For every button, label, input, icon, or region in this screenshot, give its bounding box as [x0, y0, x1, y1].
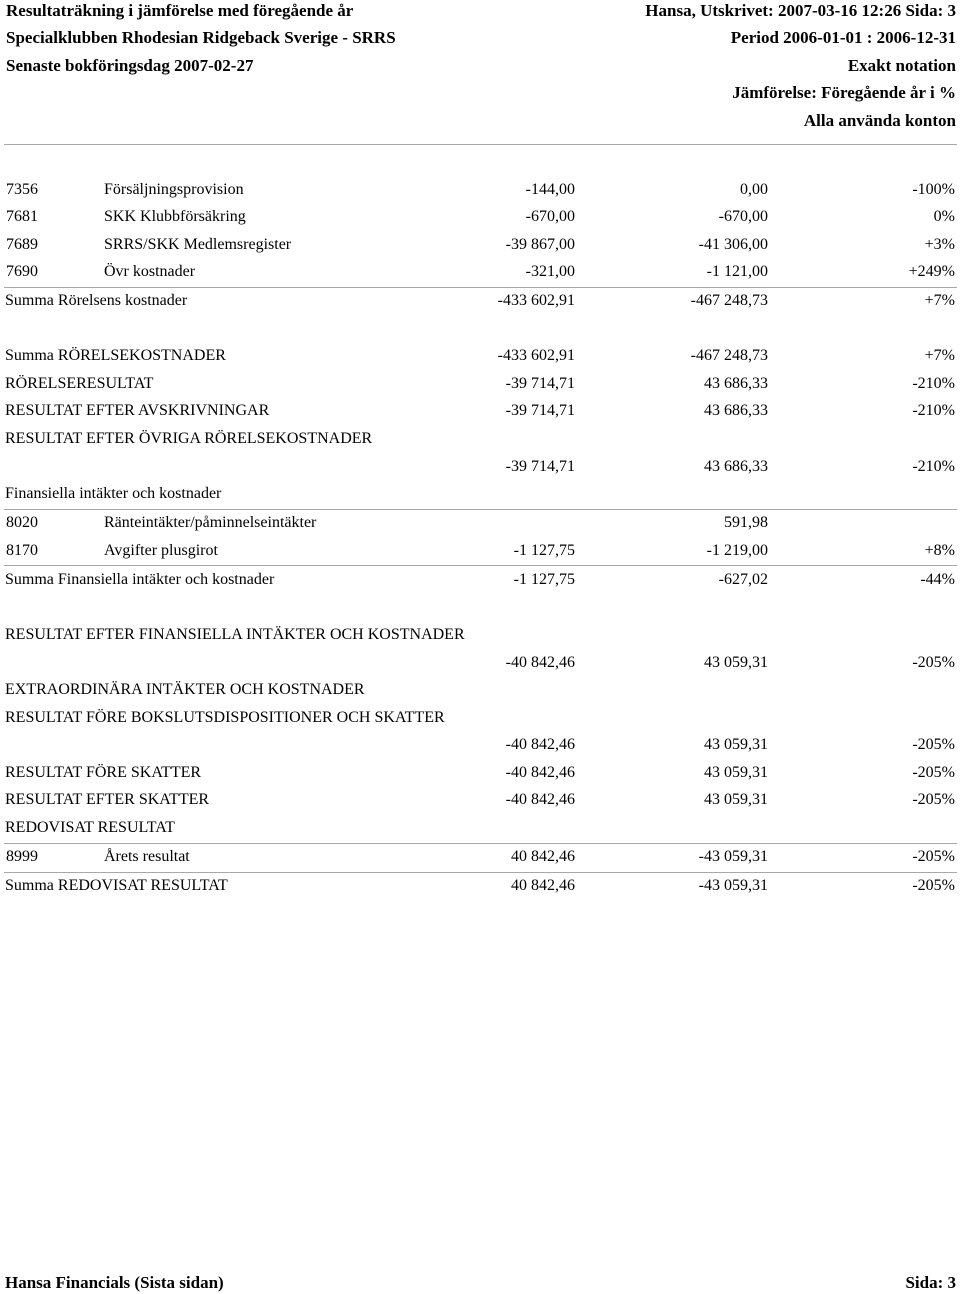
section-heading [0, 708, 960, 728]
last-posting-date: Senaste bokföringsdag 2007-02-27 [6, 56, 254, 75]
previous-amount: -1 219,00 [706, 542, 768, 559]
row-label: EXTRAORDINÄRA INTÄKTER OCH KOSTNADER [5, 681, 365, 698]
account-name: SKK Klubbförsäkring [104, 208, 246, 225]
summary-row [0, 763, 960, 783]
current-amount: -321,00 [525, 263, 575, 280]
account-row [0, 541, 960, 561]
current-amount: -433 602,91 [497, 292, 575, 309]
summary-row [0, 346, 960, 366]
previous-amount: 0,00 [740, 181, 768, 198]
notation: Exakt notation [847, 56, 956, 75]
current-amount: -40 842,46 [505, 736, 575, 753]
current-amount: -40 842,46 [505, 791, 575, 808]
current-amount: -144,00 [525, 181, 575, 198]
row-label: RÖRELSERESULTAT [5, 375, 154, 392]
account-code: 7689 [6, 236, 38, 253]
row-label: Finansiella intäkter och kostnader [5, 485, 222, 502]
change-percent: -205% [912, 848, 955, 865]
previous-amount: -41 306,00 [698, 236, 768, 253]
row-label: REDOVISAT RESULTAT [5, 819, 175, 836]
report-title: Resultaträkning i jämförelse med föregående år [6, 1, 354, 20]
current-amount: -40 842,46 [505, 654, 575, 671]
summary-values-row [0, 457, 960, 477]
current-amount: -1 127,75 [513, 542, 575, 559]
row-label: Summa Finansiella intäkter och kostnader [5, 571, 275, 588]
section-heading [0, 429, 960, 449]
change-percent: -205% [912, 877, 955, 894]
current-amount: -433 602,91 [497, 347, 575, 364]
change-percent: -205% [912, 791, 955, 808]
accounts-filter: Alla använda konton [803, 111, 956, 130]
account-name: Övr kostnader [104, 263, 196, 280]
change-percent: -210% [912, 402, 955, 419]
divider [4, 565, 957, 566]
divider [4, 872, 957, 873]
account-name: Ränteintäkter/påminnelseintäkter [104, 514, 317, 531]
change-percent: -100% [912, 181, 955, 198]
previous-amount: 43 059,31 [704, 764, 768, 781]
summary-row [0, 374, 960, 394]
previous-amount: 43 059,31 [704, 791, 768, 808]
change-percent: -205% [912, 736, 955, 753]
account-code: 7356 [6, 181, 38, 198]
change-percent: -44% [920, 571, 955, 588]
row-label: RESULTAT EFTER AVSKRIVNINGAR [5, 402, 270, 419]
current-amount: -1 127,75 [513, 571, 575, 588]
summary-row [0, 876, 960, 896]
current-amount: -670,00 [525, 208, 575, 225]
footer-program: Hansa Financials (Sista sidan) [5, 1273, 224, 1292]
current-amount: -39 714,71 [505, 375, 575, 392]
account-name: SRRS/SKK Medlemsregister [104, 236, 292, 253]
account-code: 8020 [6, 514, 38, 531]
change-percent: +249% [908, 263, 955, 280]
account-code: 7690 [6, 263, 38, 280]
divider [4, 843, 957, 844]
summary-row [0, 570, 960, 590]
current-amount: 40 842,46 [511, 848, 575, 865]
section-heading [0, 680, 960, 700]
previous-amount: -627,02 [718, 571, 768, 588]
account-row [0, 207, 960, 227]
summary-values-row [0, 653, 960, 673]
current-amount: -40 842,46 [505, 764, 575, 781]
change-percent: +3% [924, 236, 955, 253]
account-name: Årets resultat [104, 848, 190, 865]
divider [4, 509, 957, 510]
header-divider [4, 144, 957, 145]
summary-row [0, 291, 960, 311]
summary-values-row [0, 735, 960, 755]
print-info: Hansa, Utskrivet: 2007-03-16 12:26 Sida: 3 [645, 1, 956, 20]
change-percent: 0% [933, 208, 955, 225]
change-percent: +8% [924, 542, 955, 559]
account-name: Försäljningsprovision [104, 181, 244, 198]
account-code: 8170 [6, 542, 38, 559]
previous-amount: 43 686,33 [704, 375, 768, 392]
section-heading [0, 818, 960, 838]
account-row [0, 847, 960, 867]
comparison: Jämförelse: Föregående år i % [732, 83, 956, 102]
row-label: Summa RÖRELSEKOSTNADER [5, 347, 226, 364]
summary-row [0, 401, 960, 421]
account-code: 8999 [6, 848, 38, 865]
section-heading [0, 625, 960, 645]
current-amount: 40 842,46 [511, 877, 575, 894]
previous-amount: 591,98 [724, 514, 768, 531]
divider [4, 287, 957, 288]
previous-amount: -467 248,73 [690, 347, 768, 364]
previous-amount: 43 686,33 [704, 402, 768, 419]
previous-amount: -43 059,31 [698, 848, 768, 865]
change-percent: -205% [912, 764, 955, 781]
section-heading [0, 484, 960, 504]
previous-amount: 43 686,33 [704, 458, 768, 475]
previous-amount: 43 059,31 [704, 736, 768, 753]
company-name: Specialklubben Rhodesian Ridgeback Sverige - SRRS [6, 28, 396, 47]
row-label: RESULTAT FÖRE BOKSLUTSDISPOSITIONER OCH SKATTER [5, 709, 445, 726]
previous-amount: -670,00 [718, 208, 768, 225]
change-percent: -210% [912, 375, 955, 392]
period: Period 2006-01-01 : 2006-12-31 [730, 28, 956, 47]
previous-amount: -1 121,00 [706, 263, 768, 280]
footer-page: Sida: 3 [905, 1273, 956, 1292]
change-percent: +7% [924, 292, 955, 309]
previous-amount: -467 248,73 [690, 292, 768, 309]
previous-amount: 43 059,31 [704, 654, 768, 671]
row-label: RESULTAT EFTER FINANSIELLA INTÄKTER OCH KOSTNADER [5, 626, 465, 643]
row-label: RESULTAT EFTER SKATTER [5, 791, 210, 808]
row-label: RESULTAT FÖRE SKATTER [5, 764, 202, 781]
account-name: Avgifter plusgirot [104, 542, 218, 559]
account-row [0, 262, 960, 282]
current-amount: -39 714,71 [505, 402, 575, 419]
current-amount: -39 714,71 [505, 458, 575, 475]
account-row [0, 235, 960, 255]
account-row [0, 180, 960, 200]
change-percent: -205% [912, 654, 955, 671]
row-label: Summa REDOVISAT RESULTAT [5, 877, 228, 894]
summary-row [0, 790, 960, 810]
row-label: Summa Rörelsens kostnader [5, 292, 188, 309]
account-code: 7681 [6, 208, 38, 225]
account-row [0, 513, 960, 533]
row-label: RESULTAT EFTER ÖVRIGA RÖRELSEKOSTNADER [5, 430, 373, 447]
change-percent: -210% [912, 458, 955, 475]
current-amount: -39 867,00 [505, 236, 575, 253]
change-percent: +7% [924, 347, 955, 364]
previous-amount: -43 059,31 [698, 877, 768, 894]
